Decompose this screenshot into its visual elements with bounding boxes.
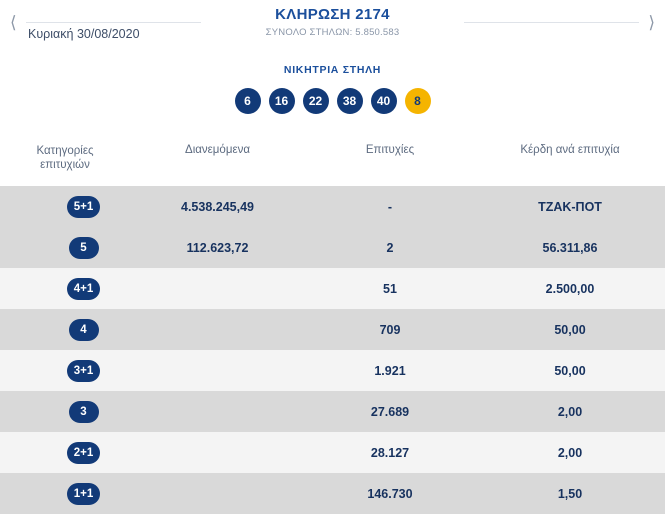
row-prize: 56.311,86	[475, 227, 665, 268]
draw-title: ΚΛΗΡΩΣΗ 2174	[275, 6, 390, 23]
row-prize: ΤΖΑΚ-ΠΟΤ	[475, 186, 665, 227]
draw-subtitle: ΣΥΝΟΛΟ ΣΤΗΛΩΝ: 5.850.583	[265, 27, 400, 38]
table-header-row	[0, 138, 665, 186]
row-winners: 51	[305, 268, 475, 309]
row-winners: 2	[305, 227, 475, 268]
draw-date: Κυριακή 30/08/2020	[28, 27, 140, 41]
row-distributed	[130, 268, 305, 309]
column-header-prize: Κέρδη ανά επιτυχία	[520, 144, 620, 156]
row-winners: 146.730	[305, 473, 475, 514]
row-winners: 28.127	[305, 432, 475, 473]
header-rule-left	[26, 22, 201, 23]
category-badge: 5	[69, 237, 99, 259]
row-prize: 50,00	[475, 309, 665, 350]
chevron-right-icon[interactable]: ⟩	[648, 13, 655, 32]
column-header-winners: Επιτυχίες	[365, 144, 415, 156]
table-row	[0, 309, 665, 350]
row-category	[0, 268, 130, 309]
row-category	[0, 186, 130, 227]
category-badge: 2+1	[67, 442, 101, 464]
row-winners: 1.921	[305, 350, 475, 391]
table-row	[0, 268, 665, 309]
table-row	[0, 391, 665, 432]
category-badge: 5+1	[67, 196, 101, 218]
row-distributed	[130, 391, 305, 432]
row-prize: 2,00	[475, 432, 665, 473]
row-category	[0, 309, 130, 350]
row-prize: 50,00	[475, 350, 665, 391]
winning-number-ball: 16	[269, 88, 295, 114]
table-row	[0, 227, 665, 268]
category-badge: 3	[69, 401, 99, 423]
column-header-category-line1: Κατηγορίες	[36, 145, 94, 157]
table-row	[0, 432, 665, 473]
row-category	[0, 391, 130, 432]
winning-numbers	[0, 88, 665, 114]
row-distributed: 112.623,72	[130, 227, 305, 268]
prize-table	[0, 138, 665, 514]
category-badge: 3+1	[67, 360, 101, 382]
row-winners: -	[305, 186, 475, 227]
row-winners: 27.689	[305, 391, 475, 432]
row-category	[0, 432, 130, 473]
column-header-category	[0, 138, 130, 186]
column-header-distributed: Διανεμόμενα	[185, 144, 250, 156]
row-prize: 1,50	[475, 473, 665, 514]
category-badge: 4+1	[67, 278, 101, 300]
draw-header-center	[203, 6, 463, 38]
winning-number-ball: 40	[371, 88, 397, 114]
joker-number-ball: 8	[405, 88, 431, 114]
table-row	[0, 186, 665, 227]
winning-number-ball: 6	[235, 88, 261, 114]
chevron-left-icon[interactable]: ⟨	[10, 13, 17, 32]
winning-column-section	[0, 64, 665, 114]
row-winners: 709	[305, 309, 475, 350]
prize-table-body	[0, 186, 665, 514]
winning-number-ball: 22	[303, 88, 329, 114]
winning-column-title: ΝΙΚΗΤΡΙΑ ΣΤΗΛΗ	[283, 64, 382, 76]
table-row	[0, 473, 665, 514]
row-prize: 2,00	[475, 391, 665, 432]
row-prize: 2.500,00	[475, 268, 665, 309]
row-distributed	[130, 473, 305, 514]
column-header-category-line2: επιτυχιών	[40, 159, 90, 171]
row-distributed	[130, 309, 305, 350]
row-distributed	[130, 432, 305, 473]
winning-number-ball: 38	[337, 88, 363, 114]
prize-table-head	[0, 138, 665, 186]
row-category	[0, 227, 130, 268]
draw-header	[0, 0, 665, 48]
row-category	[0, 473, 130, 514]
category-badge: 4	[69, 319, 99, 341]
table-row	[0, 350, 665, 391]
header-rule-right	[464, 22, 639, 23]
row-distributed	[130, 350, 305, 391]
row-category	[0, 350, 130, 391]
row-distributed: 4.538.245,49	[130, 186, 305, 227]
category-badge: 1+1	[67, 483, 101, 505]
